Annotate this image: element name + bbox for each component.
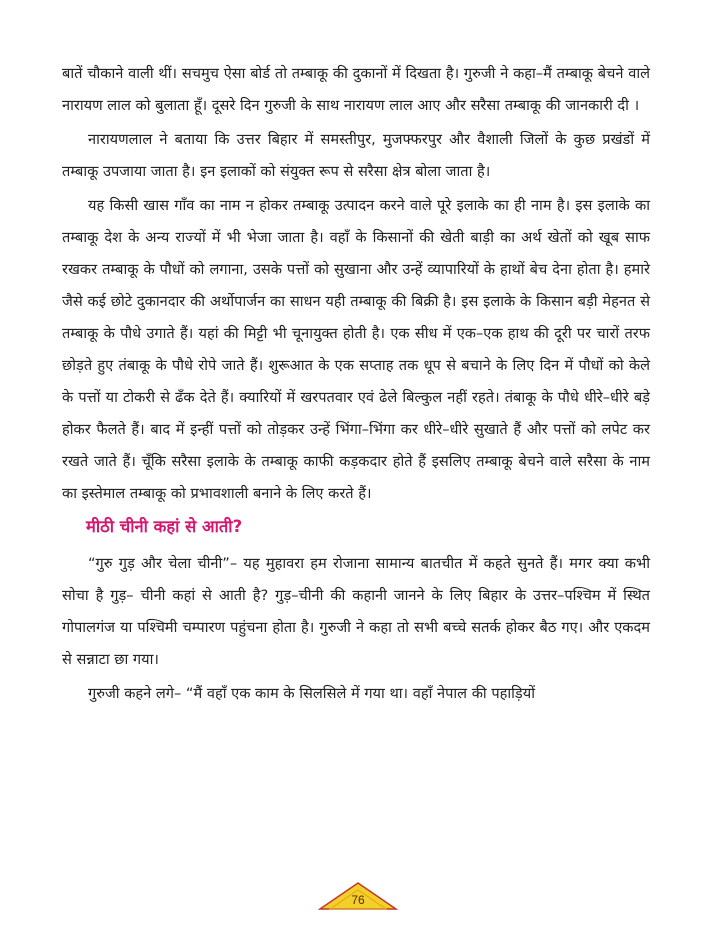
paragraph: “गुरु गुड़ और चेला चीनी”– यह मुहावरा हम रोजाना सामान्य बातचीत में कहते सुनते हैं। मगर क्या कभी सोचा है गुड़– चीनी कहां से आती है? गुड़–चीनी की कहानी जानने के लिए बिहार के उत्तर–पश्चिम में स्थित गोपालगंज या पश्चिमी चम्पारण पहुंचना होता है। गुरुजी ने कहा तो सभी बच्चे सतर्क होकर बैठ गए। और एकदम से सन्नाटा छा गया। — [62, 555, 650, 668]
paragraph-continued: बातें चौकाने वाली थीं। सचमुच ऐसा बोर्ड तो तम्बाकू की दुकानों में दिखता है। गुरुजी ने कहा–मैं तम्बाकू बेचने वाले नारायण लाल को बुलाता हूँ। दूसरे दिन गुरुजी के साथ नारायण लाल आए और सरैसा तम्बाकू की जानकारी दी । — [62, 65, 650, 114]
section-heading: मीठी चीनी कहां से आती? — [86, 517, 243, 536]
paragraph: नारायणलाल ने बताया कि उत्तर बिहार में समस्तीपुर, मुजफ्फरपुर और वैशाली जिलों के कुछ प्रखंडों में तम्बाकू उपजाया जाता है। इन इलाकों को संयुक्त रूप से सरैसा क्षेत्र बोला जाता है। — [62, 131, 650, 180]
paragraph: यह किसी खास गाँव का नाम न होकर तम्बाकू उत्पादन करने वाले पूरे इलाके का ही नाम है। इस इलाके का तम्बाकू देश के अन्य राज्यों में भी भेजा जाता है। वहाँ के किसानों की खेती बाड़ी का अर्थ खेतों को खूब साफ रखकर तम्बाकू के पौधों को लगाना, उसके पत्तों को सुखाना और उन्हें व्यापारियों के हाथों बेच देना होता है। हमारे जैसे कई छोटे दुकानदार की अर्थोपार्जन का साधन यही तम्बाकू की बिक्री है। इस इलाके के किसान बड़ी मेहनत से तम्बाकू के पौधे उगाते हैं। यहां की मिट्टी भी चूनायुक्त होती है। एक सीध में एक–एक हाथ की दूरी पर चारों तरफ छोड़ते हुए तंबाकू के पौधे रोपे जाते हैं। शुरूआत के एक सप्ताह तक धूप से बचाने के लिए दिन में पौधों को केले के पत्तों या टोकरी से ढँक देते हैं। क्यारियों में खरपतवार एवं ढेले बिल्कुल नहीं रहते। तंबाकू के पौधे धीरे–धीरे बड़े होकर फैलते हैं। बाद में इन्हीं पत्तों को तोड़कर उन्हें भिंगा–भिंगा कर धीरे–धीरे सुखाते हैं और पत्तों को लपेट कर रखते जाते हैं। चूँकि सरैसा इलाके के तम्बाकू काफी कड़कदार होते हैं इसलिए तम्बाकू बेचने वाले सरैसा के नाम का इस्तेमाल तम्बाकू को प्रभावशाली बनाने के लिए करते हैं। — [62, 197, 650, 502]
page-body — [62, 58, 650, 712]
page-number-badge — [318, 881, 398, 911]
paragraph: गुरुजी कहने लगे– “मैं वहाँ एक काम के सिलसिले में गया था। वहाँ नेपाल की पहाड़ियों — [88, 685, 535, 702]
page-number: 76 — [351, 893, 365, 907]
